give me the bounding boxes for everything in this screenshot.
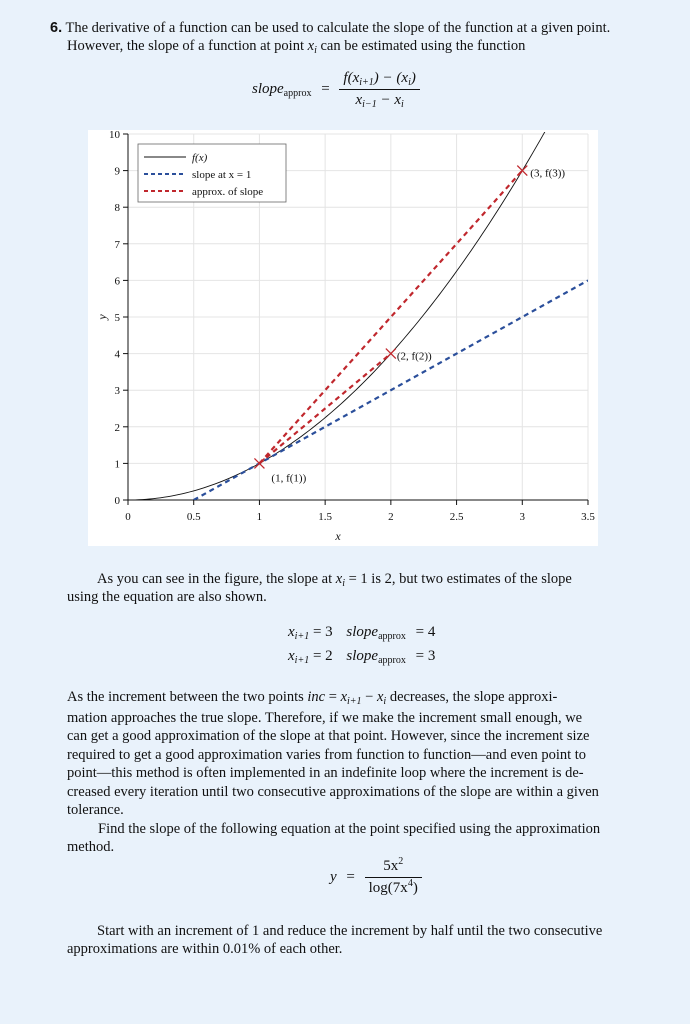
- final-line-2: approximations are within 0.01% of each other.: [67, 941, 343, 957]
- y-tick-label: 1: [114, 458, 120, 471]
- problem-number: 6.: [50, 20, 63, 36]
- point-label: (1, f(1)): [271, 472, 307, 485]
- paragraph-line-1: As the increment between the two points inc = $x_{i+1} - x_i$ decreases, the slope approxi-: [67, 689, 558, 707]
- y-tick-label: 5: [114, 312, 120, 324]
- y-tick-label: 6: [114, 275, 120, 288]
- y-axis-label: y: [95, 314, 109, 320]
- x-tick-label: 1: [256, 511, 263, 523]
- y-tick-label: 4: [114, 348, 120, 361]
- y-tick-label: 9: [114, 165, 120, 178]
- x-tick-label: 3.5: [581, 511, 595, 523]
- paragraph-line-3: can get a good approximation of the slope at that point. However, since the increment size: [67, 728, 590, 744]
- formula-numerator: $f(x_{i+1}) - (x_i)$: [343, 70, 416, 88]
- target-fraction: [365, 858, 422, 897]
- figure-slope-chart: [88, 130, 598, 546]
- estimate-row-2: $x_{i+1} = 2$ slope$_{approx}$ = 3: [288, 648, 436, 666]
- chart-svg: [88, 130, 598, 546]
- x-axis-label: x: [335, 529, 341, 543]
- paragraph-line-5: point—this method is often implemented in an indefinite loop where the increment is de-: [67, 765, 584, 781]
- legend-label: f(x): [192, 152, 208, 164]
- increment-paragraph: [67, 688, 647, 857]
- y-tick-label: 0: [114, 495, 120, 507]
- x-tick-label: 2: [388, 511, 394, 523]
- y-tick-label: 10: [109, 130, 120, 141]
- legend-label: slope at x = 1: [192, 169, 252, 181]
- target-numerator: $5x^2$: [383, 856, 404, 874]
- intro-variable: x: [307, 38, 315, 54]
- y-tick-label: 8: [114, 202, 120, 215]
- paragraph-line-9: method.: [67, 839, 115, 855]
- problem-intro: [50, 19, 650, 38]
- after-chart-line-2: using the equation are also shown.: [67, 589, 267, 605]
- after-chart-line-1: As you can see in the figure, the slope at $x_i = 1$ is 2, but two estimates of the slope: [97, 571, 572, 589]
- intro-line-2: However, the slope of a function at point $x_i$ can be estimated using the function: [67, 38, 526, 56]
- paragraph-line-8: Find the slope of the following equation at the point specified using the approximation: [98, 820, 601, 837]
- legend-label: approx. of slope: [192, 186, 264, 198]
- point-label: (2, f(2)): [396, 350, 432, 363]
- formula-fraction: [339, 70, 419, 109]
- formula-denominator: $x_{i-1} - x_i$: [339, 89, 419, 109]
- paragraph-line-6: creased every iteration until two consecutive approximations of the slope are within a given: [67, 783, 599, 800]
- estimate-row-1: $x_{i+1} = 3$ slope$_{approx}$ = 4: [288, 624, 436, 642]
- y-tick-label: 3: [114, 385, 120, 398]
- paragraph-line-7: tolerance.: [67, 802, 124, 818]
- y-tick-label: 2: [114, 421, 120, 434]
- final-line-1: Start with an increment of 1 and reduce the increment by half until the two consecutive: [97, 923, 603, 939]
- x-tick-label: 1.5: [318, 511, 333, 523]
- intro-line-1: The derivative of a function can be used to calculate the slope of the function at a given point.: [65, 20, 611, 36]
- target-equation: y = $\frac{5x^2}{\log(7x^4)}$: [330, 858, 422, 897]
- slope-approx-formula: slope$_{approx}$ = $\frac{f(x_{i+1}) - (x_i)}{x_{i-1} - x_i}$: [252, 70, 420, 109]
- x-tick-label: 0: [125, 511, 131, 523]
- target-denominator: $\log(7x^4)$: [365, 877, 422, 897]
- x-tick-label: 2.5: [449, 511, 464, 523]
- paragraph-line-2: mation approaches the true slope. Therefore, if we make the increment small enough, we: [67, 709, 583, 726]
- y-tick-label: 7: [114, 238, 120, 251]
- point-label: (3, f(3)): [530, 167, 566, 180]
- x-tick-label: 3: [519, 511, 526, 523]
- paragraph-line-4: required to get a good approximation varies from function to function—and even point to: [67, 746, 587, 763]
- x-tick-label: 0.5: [186, 511, 201, 523]
